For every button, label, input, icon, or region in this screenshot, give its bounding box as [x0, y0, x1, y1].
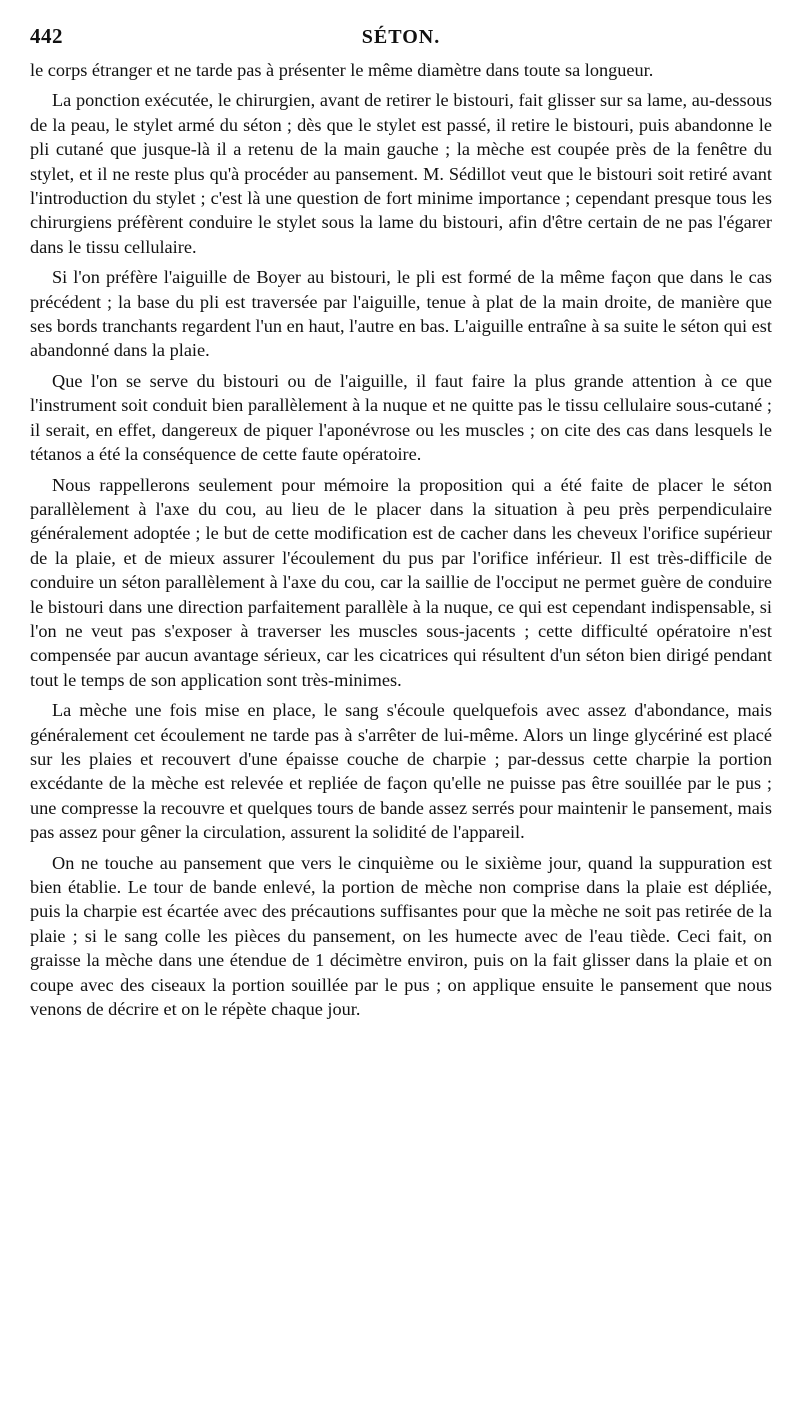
paragraph-pansement: On ne touche au pansement que vers le cinquième ou le sixième jour, quand la suppuration est bien établie. Le tour de bande enlevé, la portion de mèche non comprise dans la plaie est dépliée, puis la charpie est écartée avec des précautions suffisantes pour que la mèche ne soit pas retirée de la plaie ; si le sang colle les pièces du pansement, on les humecte avec de l'eau tiède. Ceci fait, on graisse la mèche dans une étendue de 1 décimètre environ, puis on la fait glisser dans la plaie et on coupe avec des ciseaux la portion souillée par le pus ; on applique ensuite le pansement que nous venons de décrire et on le répète chaque jour. — [30, 852, 772, 1020]
paragraph-attention: Que l'on se serve du bistouri ou de l'aiguille, il faut faire la plus grande attention à ce que l'instrument soit conduit bien parallèlement à la nuque et ne quitte pas le tissu cellulaire sous-cutané ; il serait, en effet, dangereux de piquer l'aponévrose ou les muscles ; on cite des cas dans lesquels le tétanos a été la conséquence de cette faute opératoire. — [30, 370, 772, 465]
paragraph-axe-du-cou: Nous rappellerons seulement pour mémoire la proposition qui a été faite de placer le séton parallèlement à l'axe du cou, au lieu de le placer dans la situation à peu près perpendiculaire généralement adoptée ; le but de cette modification est de cacher dans les cheveux l'orifice supérieur de la plaie, et de mieux assurer l'écoulement du pus par l'orifice inférieur. Il est très-difficile de conduire un séton parallèlement à l'axe du cou, car la saillie de l'occiput ne permet guère de conduire le bistouri dans une direction parfaitement parallèle à la nuque, ce qui est cependant indispensable, si l'on ne veut pas s'exposer à traverser les muscles sous-jacents ; cette difficulté opératoire n'est compensée par aucun avantage sérieux, car les cicatrices qui résultent d'un séton bien dirigé pendant tout le temps de son application sont très-minimes. — [30, 474, 772, 690]
book-page — [30, 24, 772, 1396]
paragraph-aiguille-boyer: Si l'on préfère l'aiguille de Boyer au bistouri, le pli est formé de la même façon que dans le cas précédent ; la base du pli est traversée par l'aiguille, tenue à plat de la main droite, de manière que ses bords tranchants regardent l'un en haut, l'autre en bas. L'aiguille entraîne à sa suite le séton qui est abandonné dans la plaie. — [30, 267, 772, 361]
page-header — [30, 24, 772, 58]
paragraph-ponction: La ponction exécutée, le chirurgien, avant de retirer le bistouri, fait glisser sur sa lame, au-dessous de la peau, le stylet armé du séton ; dès que le stylet est passé, il retire le bistouri, puis abandonne le pli cutané que jusque-là il a retenu de la main gauche ; la mèche est coupée près de la fenêtre du stylet, et il ne reste plus qu'à procéder au pansement. M. Sédillot veut que le bistouri soit retiré avant l'introduction du stylet ; c'est là une question de fort minime importance ; cependant presque tous les chirurgiens préfèrent conduire le stylet sous la lame du bistouri, afin d'être certain de ne pas l'égarer dans le tissu cellulaire. — [30, 90, 772, 257]
running-head: SÉTON. — [361, 26, 441, 48]
paragraph-continuation: le corps étranger et ne tarde pas à présenter le même diamètre dans toute sa longueur. — [30, 60, 654, 80]
body-text — [30, 58, 772, 1021]
paragraph-meche-en-place: La mèche une fois mise en place, le sang s'écoule quelquefois avec assez d'abondance, mais généralement cet écoulement ne tarde pas à s'arrêter de lui-même. Alors un linge glycériné est placé sur les plaies et recouvert d'une épaisse couche de charpie ; par-dessus cette charpie la portion excédante de la mèche est relevée et repliée de façon qu'elle ne puisse pas être souillée par le pus ; une compresse la recouvre et quelques tours de bande assez serrés pour maintenir le pansement, mais pas assez pour gêner la circulation, assurent la solidité de l'appareil. — [30, 700, 772, 843]
page-number: 442 — [30, 24, 63, 48]
